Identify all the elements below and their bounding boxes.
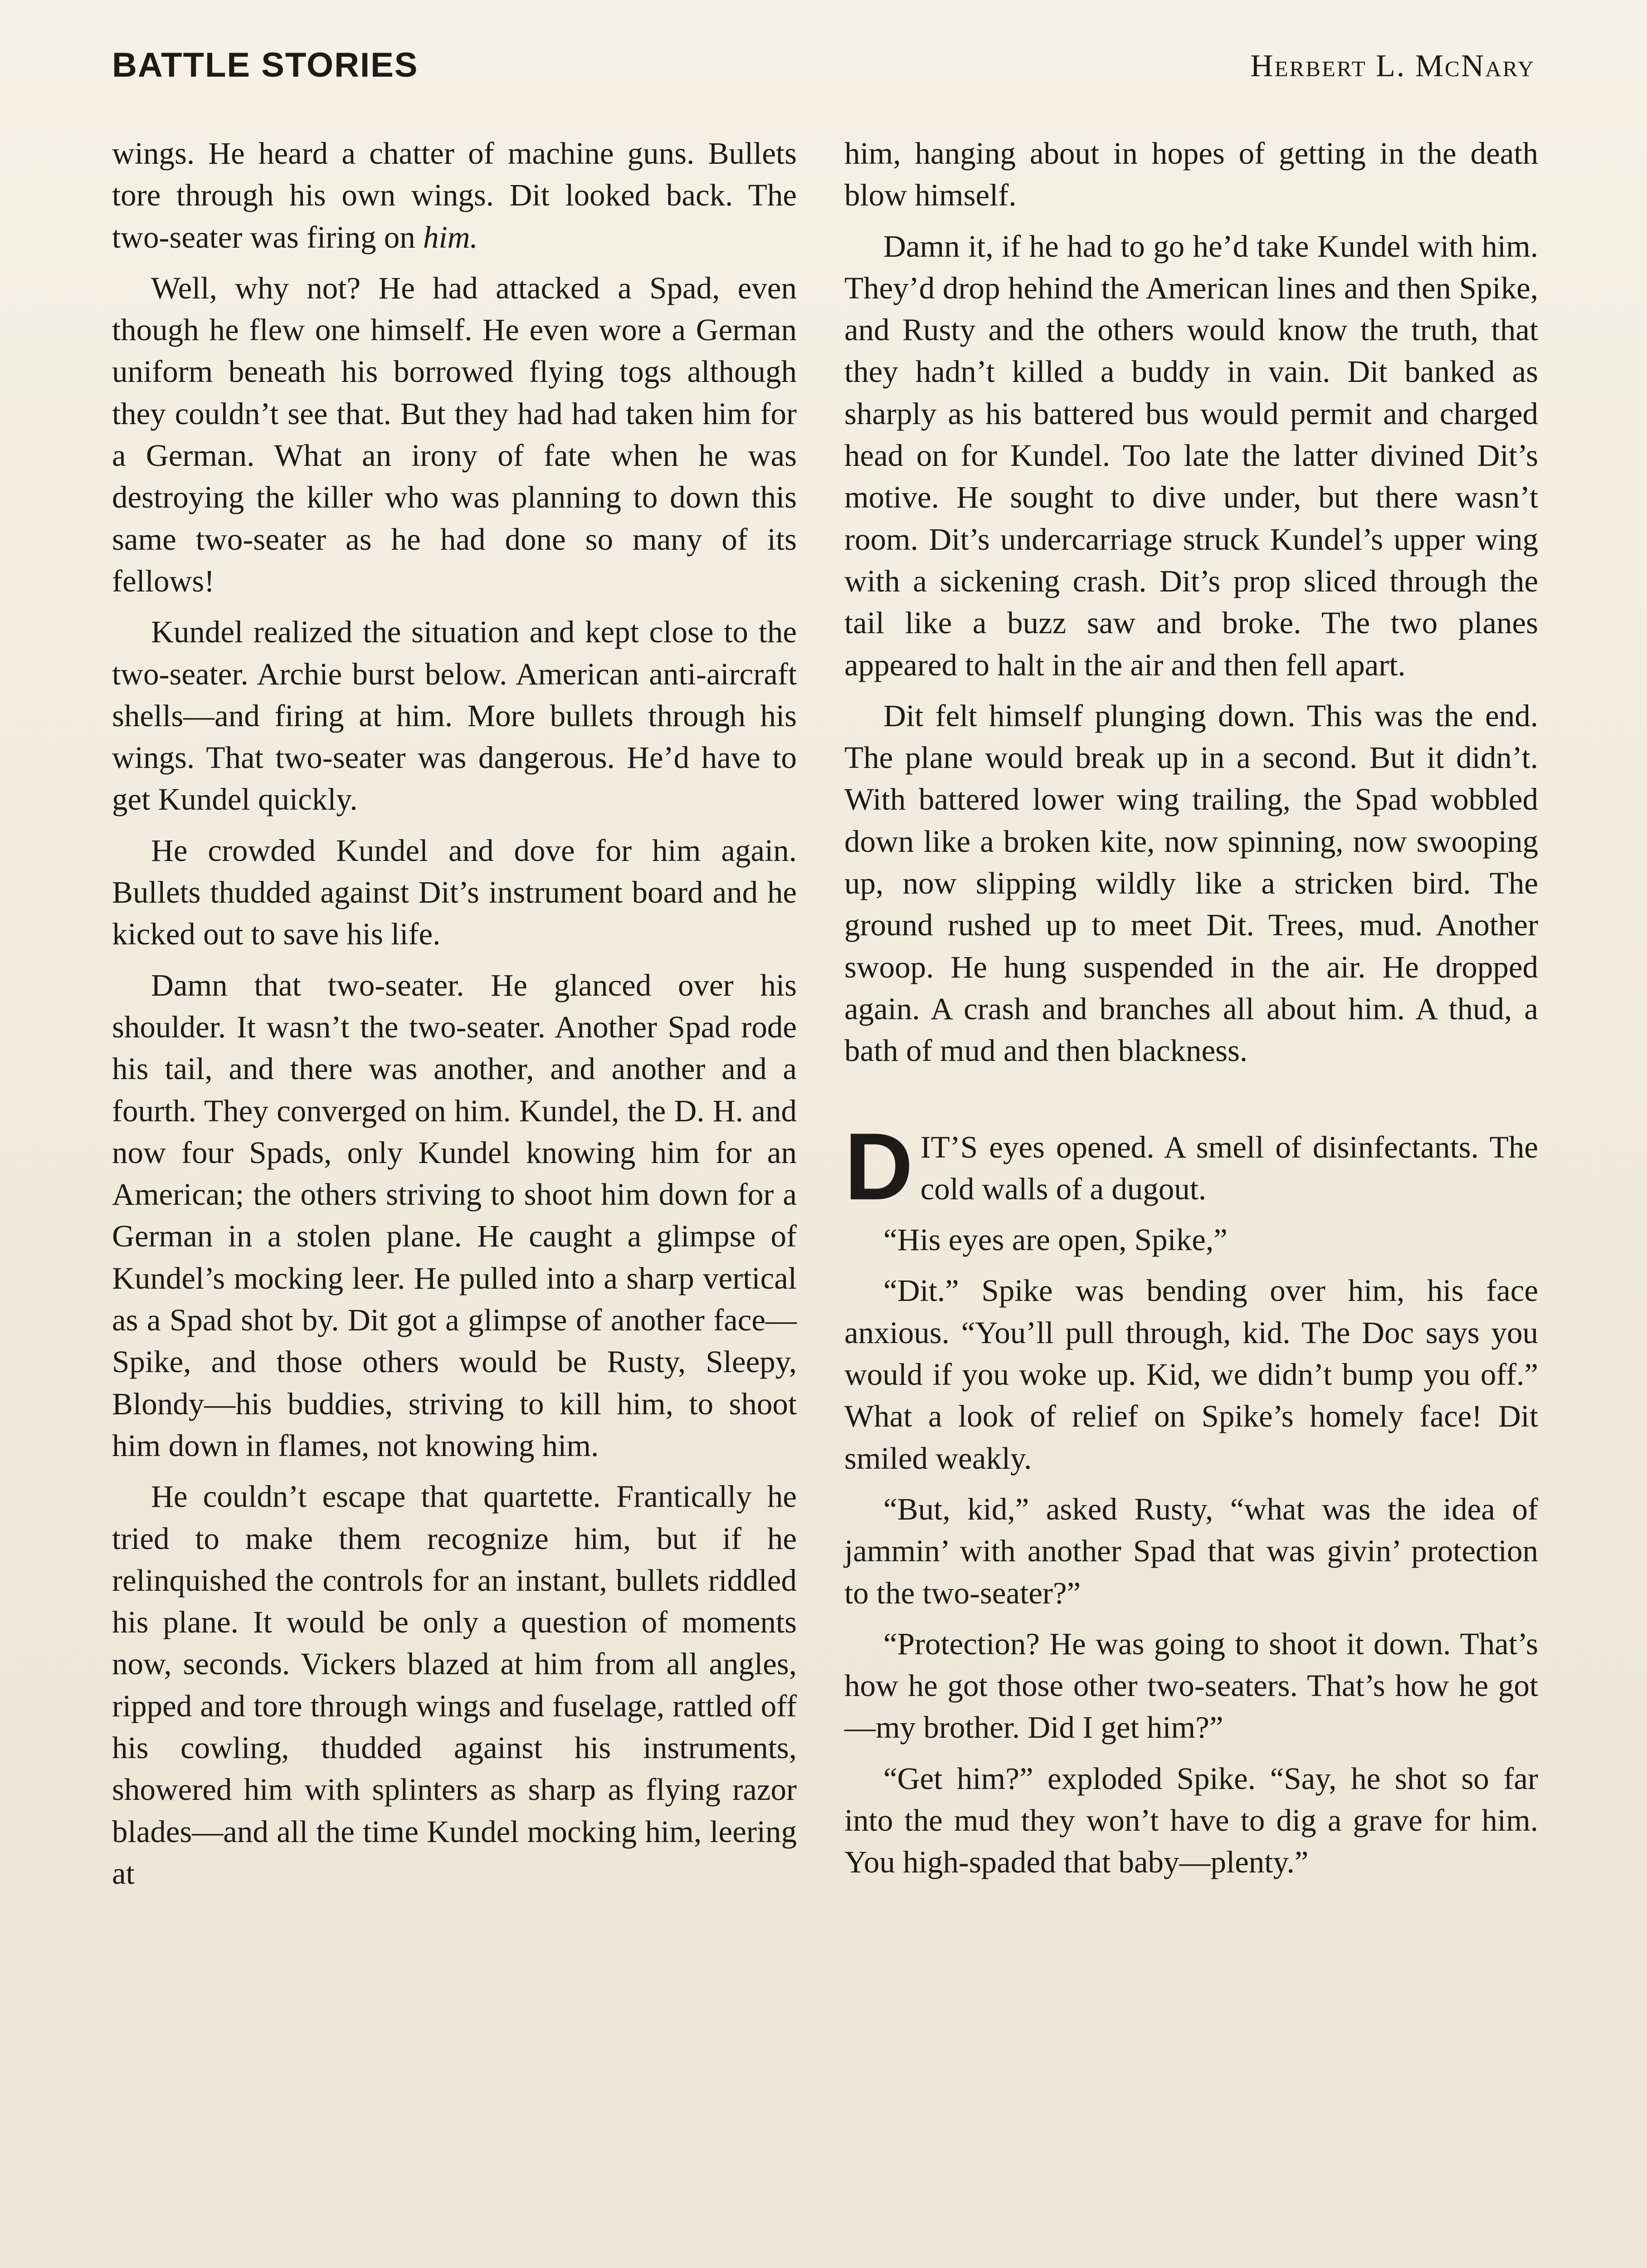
drop-cap: D [844,1113,913,1220]
paragraph [112,611,797,820]
paragraph-text: “Get him?” exploded Spike. “Say, he shot so far into the mud they won’t have to dig a grave for him. You high-spaded that baby—plenty.” [844,1761,1538,1880]
paragraph-text: “Protection? He was going to shoot it down. That’s how he got those other two-seaters. That’s how he got—my brother. Did I get him?” [844,1626,1538,1745]
dropcap-paragraph [844,1113,1538,1220]
author-name: Herbert L. McNary [1250,49,1535,83]
paragraph [112,267,797,602]
paragraph [844,132,1538,216]
paragraph-text: “His eyes are open, Spike,” [883,1222,1228,1257]
section-break [844,1081,1538,1126]
left-column [112,132,797,1903]
right-column-part-1 [844,132,1538,1072]
paragraph-text: He crowded Kundel and dove for him again. Bullets thudded against Dit’s instrument board and he kicked out to save his life. [112,833,797,952]
paragraph [844,1488,1538,1614]
right-column-part-2 [844,1219,1538,1883]
paragraph-text: him, hanging about in hopes of getting in the death blow himself. [844,136,1538,213]
running-header [112,45,1535,100]
paragraph [844,225,1538,686]
paragraph [112,132,797,258]
paragraph-text: He couldn’t escape that quartette. Frantically he tried to make them recognize him, but if he relinquished the controls for an instant, bullets riddled his plane. It would be only a question of moments now, seconds. Vickers blazed at him from all angles, ripped and tore through wings and fuselage, rattled off his cowling, thudded against his instruments, showered him with splinters as sharp as flying razor blades—and all the time Kundel mocking him, leering at [112,1479,797,1891]
paragraph [844,695,1538,1072]
paragraph-text: “Dit.” Spike was bending over him, his face anxious. “You’ll pull through, kid. The Doc says you would if you woke up. Kid, we didn’t bump you off.” What a look of relief on Spike’s homely face! Dit smiled weakly. [844,1273,1538,1476]
paragraph [844,1623,1538,1749]
paragraph-text: Kundel realized the situation and kept close to the two-seater. Archie burst below. American anti-aircraft shells—and firing at him. More bullets through his wings. That two-seater was dangerous. He’d have to get Kundel quickly. [112,615,797,817]
paragraph [112,1476,797,1894]
right-column [844,132,1538,1892]
paragraph [112,964,797,1467]
paragraph [844,1758,1538,1883]
paragraph-text: Damn it, if he had to go he’d take Kundel with him. They’d drop hehind the American lines and then Spike, and Rusty and the others would know the truth, that they hadn’t killed a buddy in vain. Dit banked as sharply as his battered bus would permit and charged head on for Kundel. Too late the latter divined Dit’s motive. He sought to dive under, but there wasn’t room. Dit’s undercarriage struck Kundel’s upper wing with a sickening crash. Dit’s prop sliced through the tail like a buzz saw and broke. The two planes appeared to halt in the air and then fell apart. [844,229,1538,682]
magazine-title: BATTLE STORIES [112,46,419,84]
paragraph [844,1219,1538,1261]
paragraph-text: Damn that two-seater. He glanced over his shoulder. It wasn’t the two-seater. Another Spad rode his tail, and there was another, and another and a fourth. They converged on him. Kundel, the D. H. and now four Spads, only Kundel knowing him for an American; the others striving to shoot him down for a German in a stolen plane. He caught a glimpse of Kundel’s mocking leer. He pulled into a sharp vertical as a Spad shot by. Dit got a glimpse of another face—Spike, and those others would be Rusty, Sleepy, Blondy—his buddies, striving to kill him, to shoot him down in flames, not knowing him. [112,968,797,1463]
paragraph [844,1270,1538,1479]
paragraph-text: Well, why not? He had attacked a Spad, even though he flew one himself. He even wore a German uniform beneath his borrowed flying togs although they couldn’t see that. But they had had taken him for a German. What an irony of fate when he was destroying the killer who was planning to down this same two-seater as he had done so many of its fellows! [112,270,797,598]
emphasized-text: him. [423,220,478,254]
paragraph-text: Dit felt himself plunging down. This was the end. The plane would break up in a second. But it didn’t. With battered lower wing trailing, the Spad wobbled down like a broken kite, now spinning, now swooping up, now slipping wildly like a stricken bird. The ground rushed up to meet Dit. Trees, mud. Another swoop. He hung suspended in the air. He dropped again. A crash and branches all about him. A thud, a bath of mud and then blackness. [844,698,1538,1068]
paragraph [112,830,797,955]
paragraph-text: wings. He heard a chatter of machine guns. Bullets tore through his own wings. Dit looked back. The two-seater was firing on [112,136,797,254]
dropcap-paragraph-text: IT’S eyes opened. A smell of disinfectants. The cold walls of a dugout. [920,1129,1538,1206]
paragraph-text: “But, kid,” asked Rusty, “what was the idea of jammin’ with another Spad that was givin’ protection to the two-seater?” [844,1491,1538,1610]
